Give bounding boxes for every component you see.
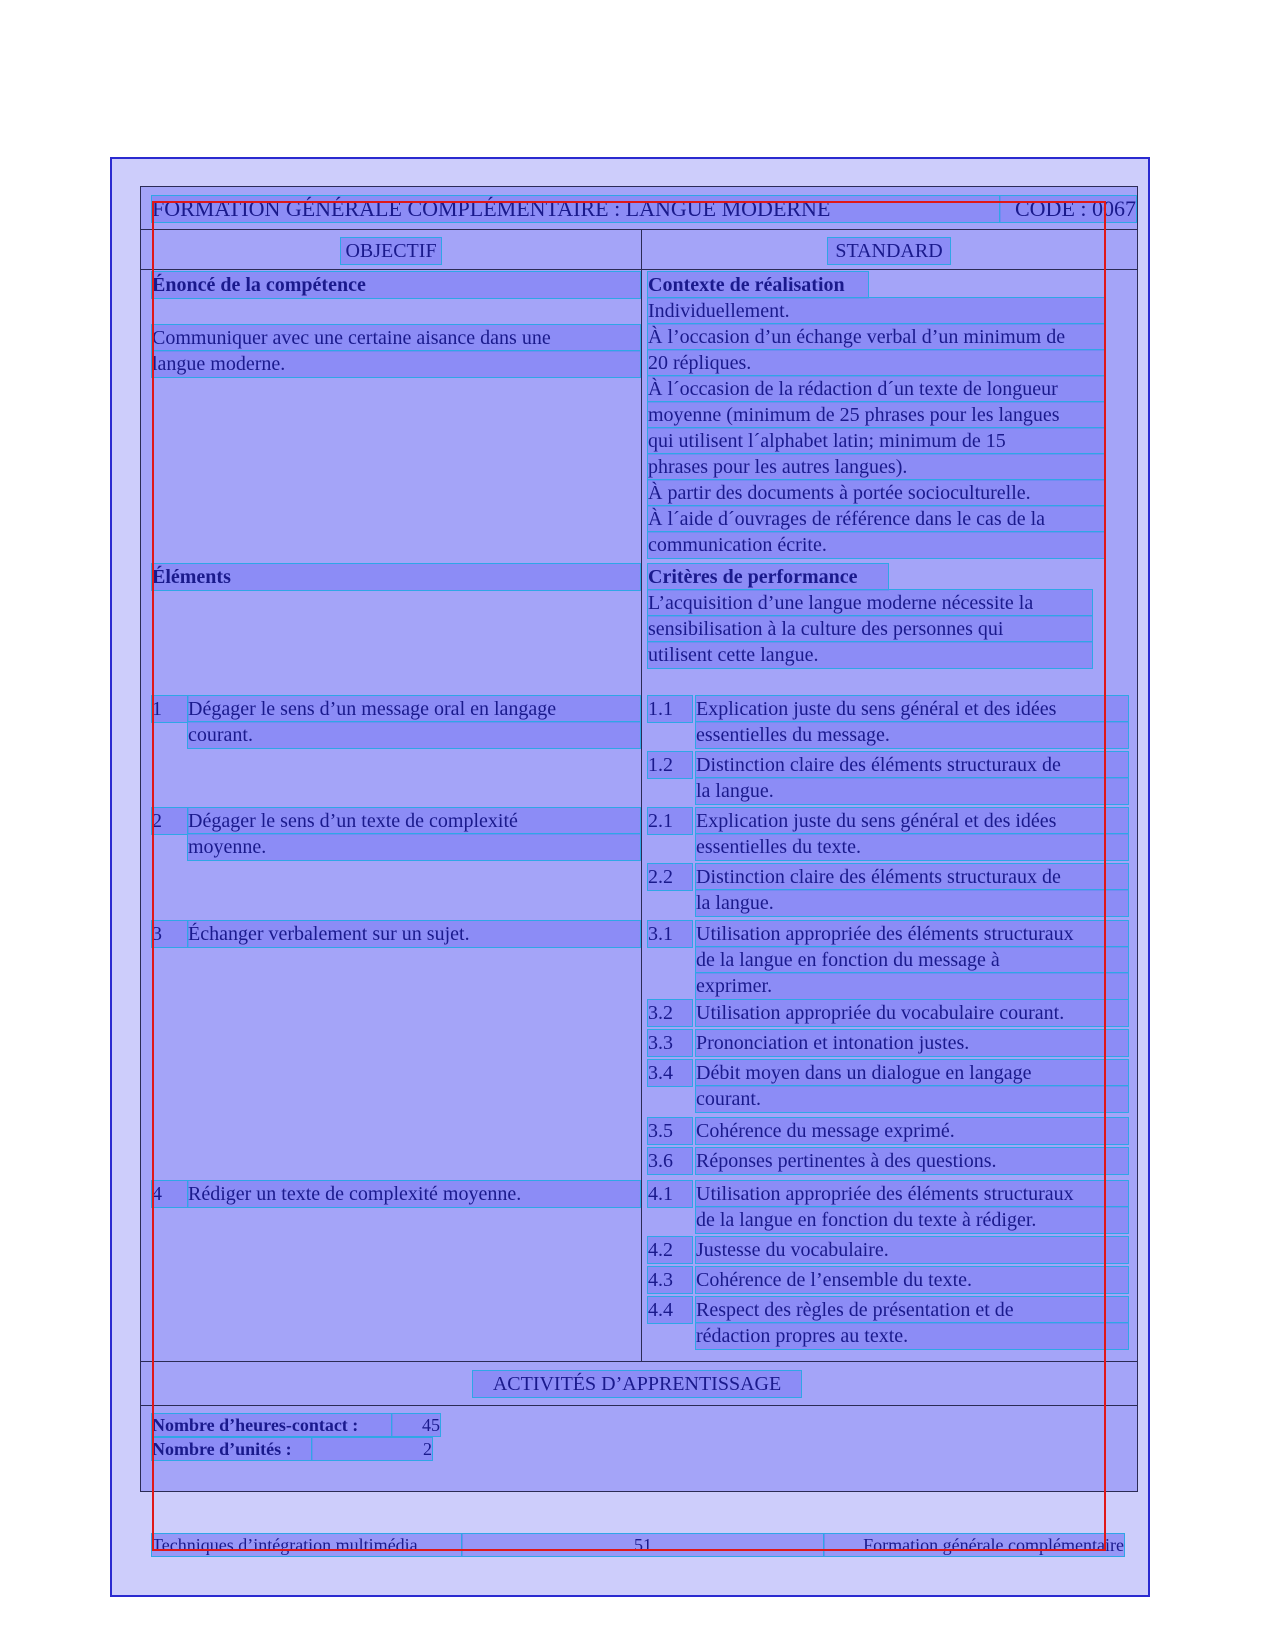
criterion-text: la langue.	[696, 778, 1128, 804]
criterion-text: de la langue en fonction du texte à rédiger.	[696, 1207, 1128, 1233]
element-number: 4	[152, 1181, 188, 1207]
criterion-number: 4.3	[648, 1267, 692, 1293]
criterion-number: 3.4	[648, 1060, 692, 1086]
competence-line: langue moderne.	[152, 351, 640, 377]
element-text: Dégager le sens d’un message oral en langage	[188, 696, 640, 722]
contexte-line: qui utilisent l´alphabet latin; minimum de 15	[648, 428, 1104, 454]
criterion-text: Justesse du vocabulaire.	[696, 1237, 1128, 1263]
contexte-line: communication écrite.	[648, 532, 1104, 558]
element-number: 1	[152, 696, 188, 722]
criterion-text: Distinction claire des éléments structuraux de	[696, 752, 1128, 778]
contexte-line: moyenne (minimum de 25 phrases pour les langues	[648, 402, 1104, 428]
criterion-number: 1.2	[648, 752, 692, 778]
criterion-text: Cohérence du message exprimé.	[696, 1118, 1128, 1144]
column-divider	[641, 229, 642, 1361]
criterion-text: Prononciation et intonation justes.	[696, 1030, 1128, 1056]
element-text: Rédiger un texte de complexité moyenne.	[188, 1181, 640, 1207]
criterion-text: essentielles du texte.	[696, 834, 1128, 860]
contexte-line: À partir des documents à portée socioculturelle.	[648, 480, 1104, 506]
element-text: Échanger verbalement sur un sujet.	[188, 921, 640, 947]
activities-heading: ACTIVITÉS D’APPRENTISSAGE	[473, 1371, 801, 1397]
criterion-number: 2.2	[648, 864, 692, 890]
criterion-text: la langue.	[696, 890, 1128, 916]
contexte-line: À l’occasion d’un échange verbal d’un minimum de	[648, 324, 1104, 350]
criterion-text: Explication juste du sens général et des idées	[696, 696, 1128, 722]
column-heading-standard: STANDARD	[828, 238, 950, 264]
criterion-text: Respect des règles de présentation et de	[696, 1297, 1128, 1323]
competence-line: Communiquer avec une certaine aisance dans une	[152, 325, 640, 351]
criterion-number: 3.5	[648, 1118, 692, 1144]
criterion-text: Utilisation appropriée des éléments structuraux	[696, 921, 1128, 947]
footer-program: Techniques d’intégration multimédia	[152, 1534, 462, 1556]
criteres-heading: Critères de performance	[648, 564, 888, 590]
document-title: FORMATION GÉNÉRALE COMPLÉMENTAIRE : LANGUE MODERNE	[152, 196, 1000, 222]
criterion-text: Utilisation appropriée des éléments structuraux	[696, 1181, 1128, 1207]
footer-section: Formation générale complémentaire	[824, 1534, 1124, 1556]
competence-heading: Énoncé de la compétence	[152, 272, 640, 298]
contexte-line: À l´occasion de la rédaction d´un texte de longueur	[648, 376, 1104, 402]
criterion-number: 3.2	[648, 1000, 692, 1026]
criterion-number: 4.1	[648, 1181, 692, 1207]
elements-heading: Éléments	[152, 564, 640, 590]
criteres-line: sensibilisation à la culture des personnes qui	[648, 616, 1092, 642]
criterion-number: 3.1	[648, 921, 692, 947]
criterion-text: Débit moyen dans un dialogue en langage	[696, 1060, 1128, 1086]
element-text: Dégager le sens d’un texte de complexité	[188, 808, 640, 834]
criterion-number: 4.2	[648, 1237, 692, 1263]
element-number: 3	[152, 921, 188, 947]
criterion-text: Réponses pertinentes à des questions.	[696, 1148, 1128, 1174]
rule-columns	[140, 269, 1138, 270]
element-number: 2	[152, 808, 188, 834]
contexte-line: phrases pour les autres langues).	[648, 454, 1104, 480]
rule-activities	[140, 1405, 1138, 1406]
criterion-text: Distinction claire des éléments structuraux de	[696, 864, 1128, 890]
criterion-text: de la langue en fonction du message à	[696, 947, 1128, 973]
units-value: 2	[312, 1438, 432, 1460]
criterion-number: 3.3	[648, 1030, 692, 1056]
contexte-line: À l´aide d´ouvrages de référence dans le cas de la	[648, 506, 1104, 532]
contexte-line: Individuellement.	[648, 298, 1104, 324]
element-text: moyenne.	[188, 834, 640, 860]
criterion-text: Explication juste du sens général et des idées	[696, 808, 1128, 834]
criterion-text: Cohérence de l’ensemble du texte.	[696, 1267, 1128, 1293]
units-label: Nombre d’unités :	[152, 1438, 312, 1460]
element-text: courant.	[188, 722, 640, 748]
rule-body-end	[140, 1361, 1138, 1362]
column-heading-objectif: OBJECTIF	[341, 238, 441, 264]
criterion-text: essentielles du message.	[696, 722, 1128, 748]
criteres-line: utilisent cette langue.	[648, 642, 1092, 668]
criterion-text: rédaction propres au texte.	[696, 1323, 1128, 1349]
criterion-number: 3.6	[648, 1148, 692, 1174]
criterion-text: courant.	[696, 1086, 1128, 1112]
criterion-number: 1.1	[648, 696, 692, 722]
rule-header	[140, 229, 1138, 230]
hours-label: Nombre d’heures-contact :	[152, 1414, 392, 1436]
criterion-text: Utilisation appropriée du vocabulaire courant.	[696, 1000, 1128, 1026]
contexte-heading: Contexte de réalisation	[648, 272, 868, 298]
criterion-number: 2.1	[648, 808, 692, 834]
criterion-number: 4.4	[648, 1297, 692, 1323]
contexte-line: 20 répliques.	[648, 350, 1104, 376]
criteres-line: L’acquisition d’une langue moderne nécessite la	[648, 590, 1092, 616]
course-code: CODE : 0067	[1000, 196, 1136, 222]
hours-value: 45	[392, 1414, 440, 1436]
footer-page-number: 51	[462, 1534, 824, 1556]
criterion-text: exprimer.	[696, 973, 1128, 999]
